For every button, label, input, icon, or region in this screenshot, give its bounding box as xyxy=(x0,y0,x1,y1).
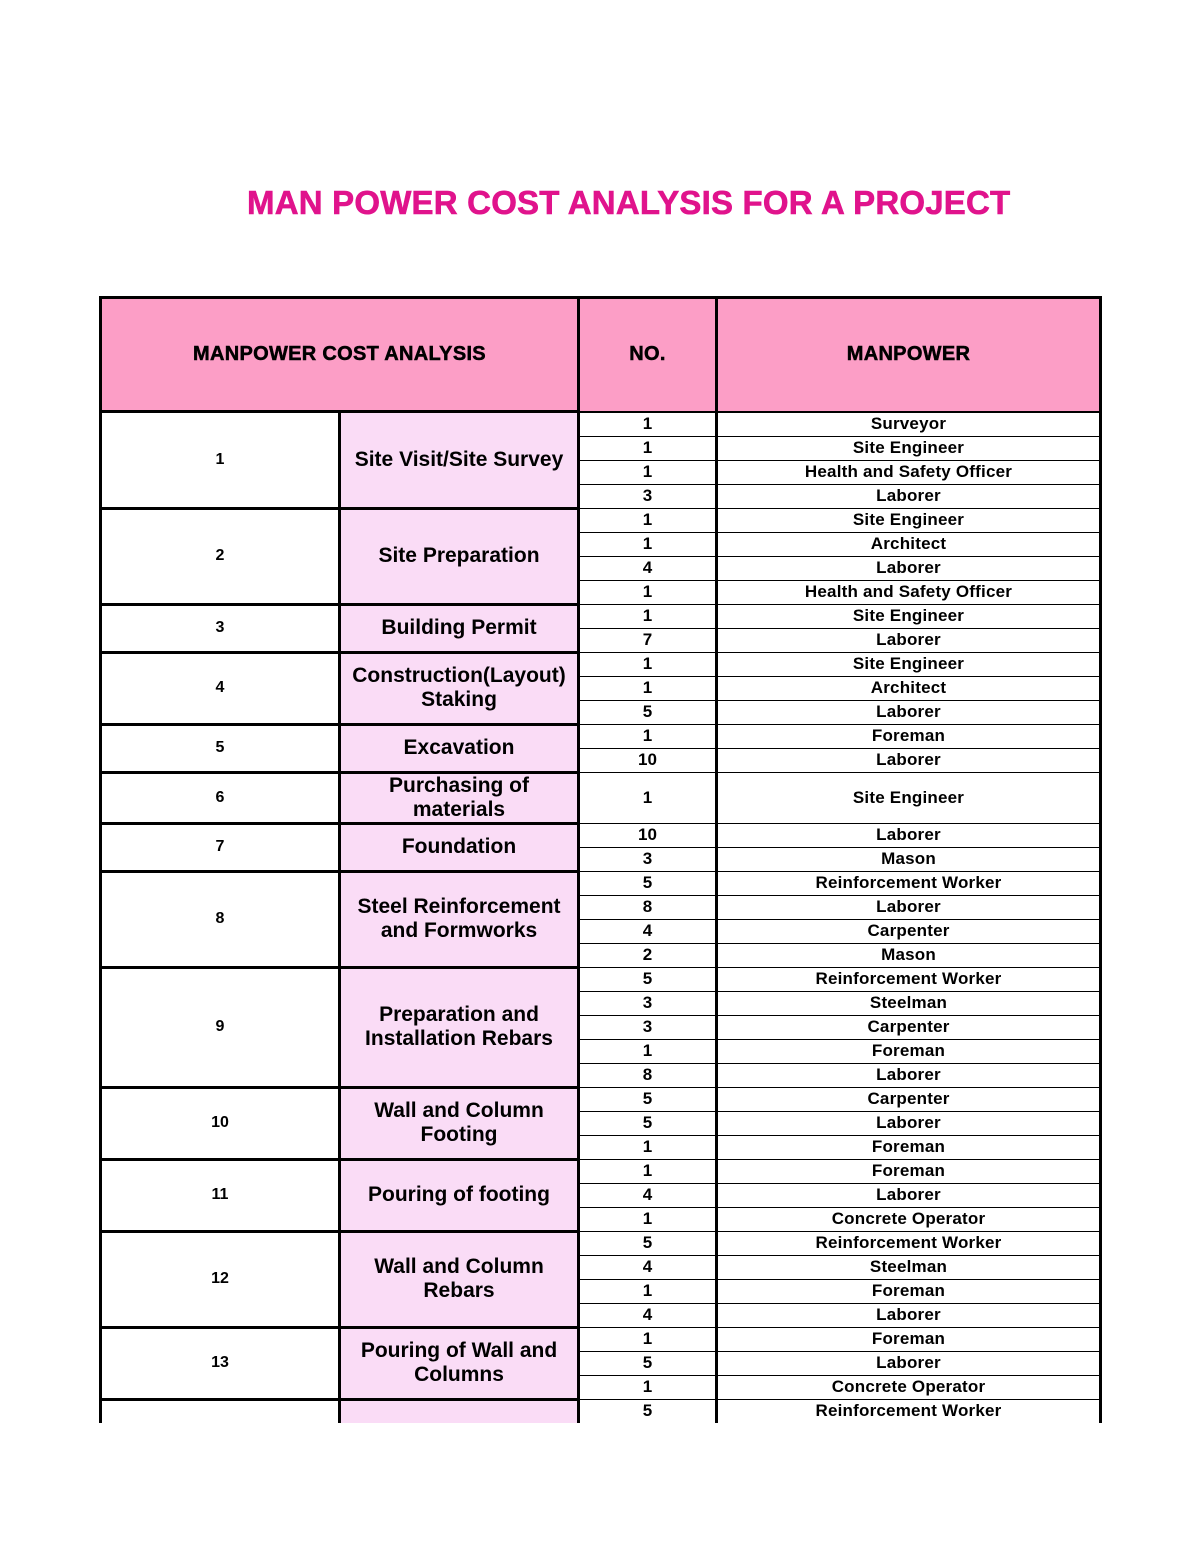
table-row xyxy=(101,871,1101,895)
manpower-count: 5 xyxy=(579,1087,717,1111)
manpower-role: Reinforcement Worker xyxy=(717,1399,1101,1423)
manpower-role: Foreman xyxy=(717,1039,1101,1063)
manpower-count: 1 xyxy=(579,1279,717,1303)
manpower-role: Laborer xyxy=(717,895,1101,919)
activity-number: 2 xyxy=(101,508,340,604)
activity-number: 3 xyxy=(101,604,340,652)
manpower-role: Laborer xyxy=(717,484,1101,508)
activity-name: Pouring of Wall and Columns xyxy=(340,1327,579,1399)
manpower-count: 1 xyxy=(579,724,717,748)
manpower-count: 1 xyxy=(579,412,717,437)
manpower-count: 1 xyxy=(579,676,717,700)
activity-name xyxy=(340,1399,579,1423)
manpower-role: Site Engineer xyxy=(717,436,1101,460)
activity-number: 1 xyxy=(101,412,340,509)
manpower-count: 5 xyxy=(579,871,717,895)
manpower-role: Reinforcement Worker xyxy=(717,871,1101,895)
manpower-count: 3 xyxy=(579,991,717,1015)
header-activity: MANPOWER COST ANALYSIS xyxy=(101,298,579,412)
manpower-count: 1 xyxy=(579,580,717,604)
manpower-role: Architect xyxy=(717,532,1101,556)
manpower-role: Site Engineer xyxy=(717,508,1101,532)
manpower-count: 4 xyxy=(579,1303,717,1327)
manpower-role: Mason xyxy=(717,847,1101,871)
manpower-role: Concrete Operator xyxy=(717,1375,1101,1399)
activity-number: 9 xyxy=(101,967,340,1087)
table-row xyxy=(101,412,1101,437)
table-row xyxy=(101,508,1101,532)
table-row xyxy=(101,1231,1101,1255)
manpower-role: Mason xyxy=(717,943,1101,967)
manpower-count: 1 xyxy=(579,508,717,532)
manpower-count: 8 xyxy=(579,1063,717,1087)
manpower-count: 5 xyxy=(579,967,717,991)
table-row xyxy=(101,772,1101,823)
manpower-role: Reinforcement Worker xyxy=(717,967,1101,991)
manpower-role: Site Engineer xyxy=(717,604,1101,628)
manpower-count: 2 xyxy=(579,943,717,967)
manpower-role: Health and Safety Officer xyxy=(717,580,1101,604)
manpower-role: Foreman xyxy=(717,1159,1101,1183)
manpower-count: 5 xyxy=(579,1399,717,1423)
manpower-count: 3 xyxy=(579,1015,717,1039)
manpower-count: 10 xyxy=(579,748,717,772)
activity-name: Foundation xyxy=(340,823,579,871)
activity-number: 13 xyxy=(101,1327,340,1399)
manpower-role: Site Engineer xyxy=(717,772,1101,823)
table-row xyxy=(101,652,1101,676)
activity-name: Excavation xyxy=(340,724,579,772)
table-row xyxy=(101,1327,1101,1351)
header-no: NO. xyxy=(579,298,717,412)
manpower-role: Laborer xyxy=(717,628,1101,652)
table-row xyxy=(101,1159,1101,1183)
manpower-count: 1 xyxy=(579,436,717,460)
manpower-role: Laborer xyxy=(717,1063,1101,1087)
manpower-count: 1 xyxy=(579,1039,717,1063)
manpower-count: 5 xyxy=(579,1111,717,1135)
activity-name: Construction(Layout) Staking xyxy=(340,652,579,724)
activity-name: Site Preparation xyxy=(340,508,579,604)
manpower-count: 1 xyxy=(579,1327,717,1351)
manpower-role: Laborer xyxy=(717,556,1101,580)
activity-name: Wall and Column Rebars xyxy=(340,1231,579,1327)
manpower-role: Laborer xyxy=(717,823,1101,847)
manpower-count: 1 xyxy=(579,1207,717,1231)
page-title: MAN POWER COST ANALYSIS FOR A PROJECT xyxy=(247,184,1011,221)
activity-number: 11 xyxy=(101,1159,340,1231)
title-container xyxy=(247,180,1102,230)
table-row xyxy=(101,724,1101,748)
table-row xyxy=(101,1399,1101,1423)
manpower-role: Laborer xyxy=(717,1351,1101,1375)
manpower-count: 7 xyxy=(579,628,717,652)
manpower-role: Foreman xyxy=(717,1135,1101,1159)
table-row xyxy=(101,604,1101,628)
manpower-table xyxy=(99,296,1102,1423)
activity-number: 8 xyxy=(101,871,340,967)
manpower-count: 1 xyxy=(579,460,717,484)
manpower-role: Laborer xyxy=(717,748,1101,772)
manpower-count: 4 xyxy=(579,556,717,580)
manpower-role: Site Engineer xyxy=(717,652,1101,676)
manpower-role: Architect xyxy=(717,676,1101,700)
manpower-role: Concrete Operator xyxy=(717,1207,1101,1231)
manpower-role: Surveyor xyxy=(717,412,1101,437)
table-body xyxy=(101,412,1101,1423)
activity-number: 7 xyxy=(101,823,340,871)
manpower-count: 4 xyxy=(579,919,717,943)
manpower-role: Laborer xyxy=(717,1111,1101,1135)
manpower-role: Reinforcement Worker xyxy=(717,1231,1101,1255)
activity-number: 10 xyxy=(101,1087,340,1159)
manpower-count: 4 xyxy=(579,1255,717,1279)
manpower-count: 1 xyxy=(579,532,717,556)
manpower-count: 5 xyxy=(579,1231,717,1255)
table-row xyxy=(101,1087,1101,1111)
manpower-role: Carpenter xyxy=(717,1087,1101,1111)
table-row xyxy=(101,823,1101,847)
manpower-role: Carpenter xyxy=(717,919,1101,943)
activity-name: Wall and Column Footing xyxy=(340,1087,579,1159)
manpower-count: 5 xyxy=(579,700,717,724)
manpower-count: 1 xyxy=(579,652,717,676)
manpower-count: 1 xyxy=(579,604,717,628)
manpower-role: Foreman xyxy=(717,724,1101,748)
activity-name: Site Visit/Site Survey xyxy=(340,412,579,509)
activity-number xyxy=(101,1399,340,1423)
activity-number: 5 xyxy=(101,724,340,772)
header-manpower: MANPOWER xyxy=(717,298,1101,412)
manpower-table-container xyxy=(99,296,1102,1444)
activity-name: Purchasing of materials xyxy=(340,772,579,823)
manpower-role: Laborer xyxy=(717,1183,1101,1207)
manpower-count: 4 xyxy=(579,1183,717,1207)
manpower-count: 5 xyxy=(579,1351,717,1375)
manpower-count: 8 xyxy=(579,895,717,919)
activity-name: Pouring of footing xyxy=(340,1159,579,1231)
manpower-count: 3 xyxy=(579,847,717,871)
manpower-count: 1 xyxy=(579,1135,717,1159)
manpower-role: Laborer xyxy=(717,700,1101,724)
activity-number: 6 xyxy=(101,772,340,823)
manpower-count: 1 xyxy=(579,1375,717,1399)
manpower-role: Steelman xyxy=(717,991,1101,1015)
activity-name: Steel Reinforcement and Formworks xyxy=(340,871,579,967)
manpower-count: 1 xyxy=(579,1159,717,1183)
activity-number: 4 xyxy=(101,652,340,724)
table-row xyxy=(101,967,1101,991)
manpower-count: 3 xyxy=(579,484,717,508)
manpower-role: Foreman xyxy=(717,1327,1101,1351)
manpower-role: Steelman xyxy=(717,1255,1101,1279)
manpower-role: Laborer xyxy=(717,1303,1101,1327)
manpower-role: Carpenter xyxy=(717,1015,1101,1039)
activity-number: 12 xyxy=(101,1231,340,1327)
manpower-role: Foreman xyxy=(717,1279,1101,1303)
manpower-count: 10 xyxy=(579,823,717,847)
activity-name: Preparation and Installation Rebars xyxy=(340,967,579,1087)
activity-name: Building Permit xyxy=(340,604,579,652)
table-header-row xyxy=(101,298,1101,412)
manpower-role: Health and Safety Officer xyxy=(717,460,1101,484)
manpower-count: 1 xyxy=(579,772,717,823)
